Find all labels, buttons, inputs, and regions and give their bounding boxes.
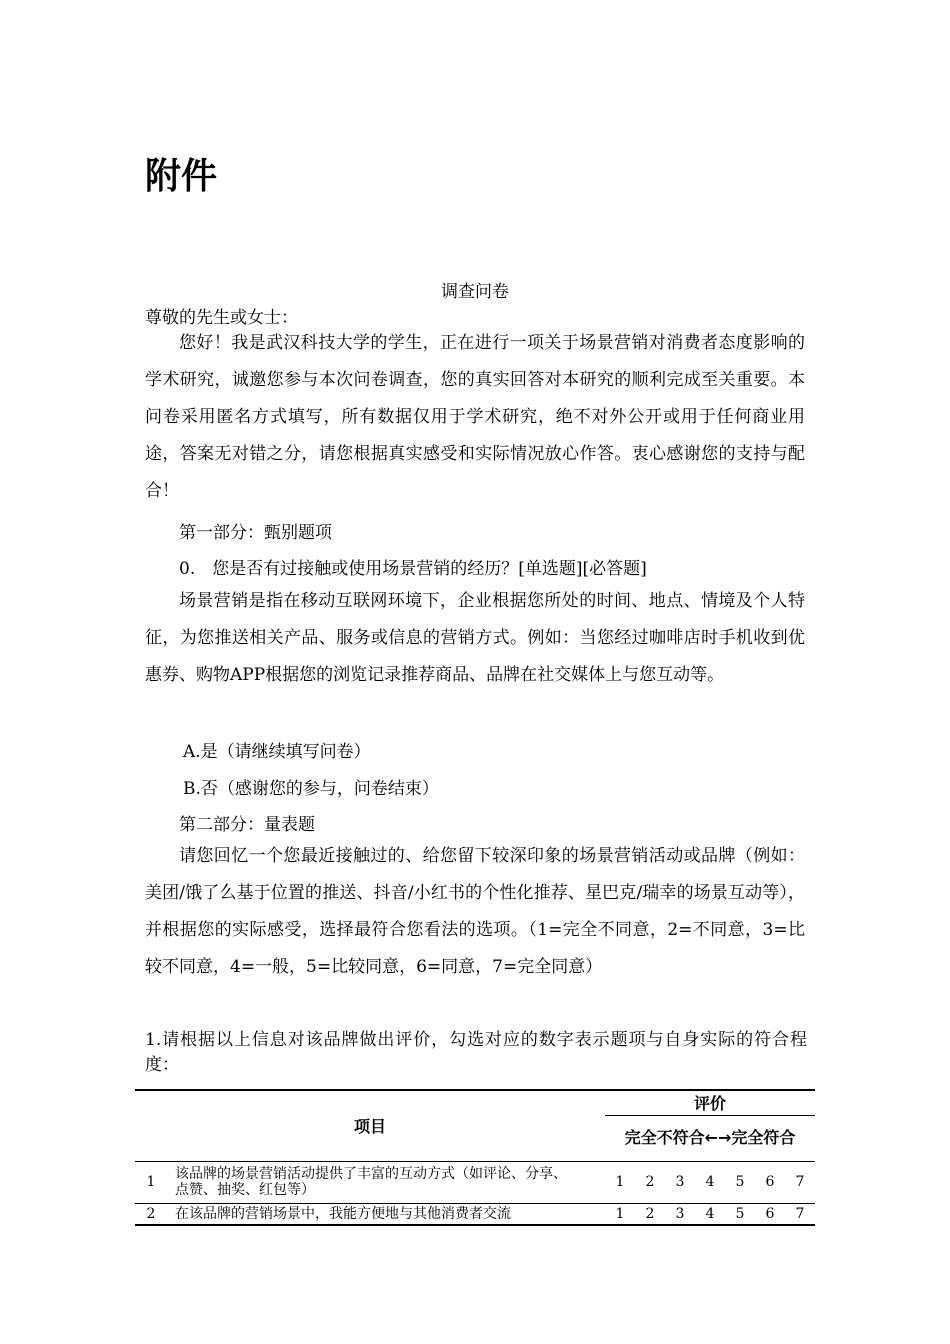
question-0: 0. 您是否有过接触或使用场景营销的经历？[单选题][必答题] — [179, 559, 647, 579]
item-column-header: 项目 — [135, 1090, 605, 1161]
instruction-paragraph: 请您回忆一个您最近接触过的、给您留下较深印象的场景营销活动或品牌（例如：美团/饿了么基于位置的推送、抖音/小红书的个性化推荐、星巴克/瑞幸的场景互动等），并根据您的实际感受，选择最符合您看法的选项。（1=完全不同意，2=不同意，3=比较不同意，4=一般，5=比较同意，6=同意，7=完全同意） — [145, 846, 805, 977]
option-b[interactable]: B.否（感谢您的参与，问卷结束） — [183, 779, 439, 799]
rating-option-2[interactable]: 2 — [645, 1205, 655, 1222]
questionnaire-title: 调查问卷 — [441, 282, 509, 302]
rating-option-2[interactable]: 2 — [645, 1174, 655, 1190]
question-1: 1.请根据以上信息对该品牌做出评价，勾选对应的数字表示题项与自身实际的符合程度： — [145, 1030, 807, 1075]
part1-heading: 第一部分：甄别题项 — [179, 523, 332, 543]
rating-option-1[interactable]: 1 — [615, 1205, 625, 1222]
table-row — [135, 1161, 815, 1203]
scale-label: 完全不符合←→完全符合 — [605, 1115, 815, 1161]
part2-heading: 第二部分：量表题 — [179, 815, 315, 835]
rating-option-4[interactable]: 4 — [705, 1174, 715, 1190]
rating-option-7[interactable]: 7 — [795, 1174, 805, 1190]
row-number: 2 — [146, 1205, 156, 1222]
greeting: 尊敬的先生或女士： — [145, 308, 298, 328]
table-row — [135, 1203, 815, 1225]
rating-option-5[interactable]: 5 — [735, 1205, 745, 1222]
definition-paragraph: 场景营销是指在移动互联网环境下，企业根据您所处的时间、地点、情境及个人特征，为您推送相关产品、服务或信息的营销方式。例如：当您经过咖啡店时手机收到优惠券、购物APP根据您的浏览记录推荐商品、品牌在社交媒体上与您互动等。 — [145, 591, 805, 685]
rating-option-1[interactable]: 1 — [615, 1174, 625, 1190]
rating-option-5[interactable]: 5 — [735, 1174, 745, 1190]
row-text: 该品牌的场景营销活动提供了丰富的互动方式（如评论、分享、点赞、抽奖、红包等） — [175, 1166, 567, 1198]
appendix-heading: 附件 — [145, 156, 218, 197]
rating-option-6[interactable]: 6 — [765, 1205, 775, 1222]
row-number: 1 — [146, 1174, 156, 1190]
rating-option-3[interactable]: 3 — [675, 1174, 685, 1190]
rating-table — [135, 1089, 815, 1226]
row-text: 在该品牌的营销场景中，我能方便地与其他消费者交流 — [175, 1205, 511, 1222]
intro-paragraph: 您好！我是武汉科技大学的学生，正在进行一项关于场景营销对消费者态度影响的学术研究，诚邀您参与本次问卷调查，您的真实回答对本研究的顺利完成至关重要。本问卷采用匿名方式填写，所有数据仅用于学术研究，绝不对外公开或用于任何商业用途，答案无对错之分，请您根据真实感受和实际情况放心作答。衷心感谢您的支持与配合！ — [145, 333, 805, 501]
rating-option-7[interactable]: 7 — [795, 1205, 805, 1222]
rating-option-3[interactable]: 3 — [675, 1205, 685, 1222]
rating-option-6[interactable]: 6 — [765, 1174, 775, 1190]
option-a[interactable]: A.是（请继续填写问卷） — [183, 742, 371, 762]
rating-option-4[interactable]: 4 — [705, 1205, 715, 1222]
rating-column-header: 评价 — [605, 1090, 815, 1115]
